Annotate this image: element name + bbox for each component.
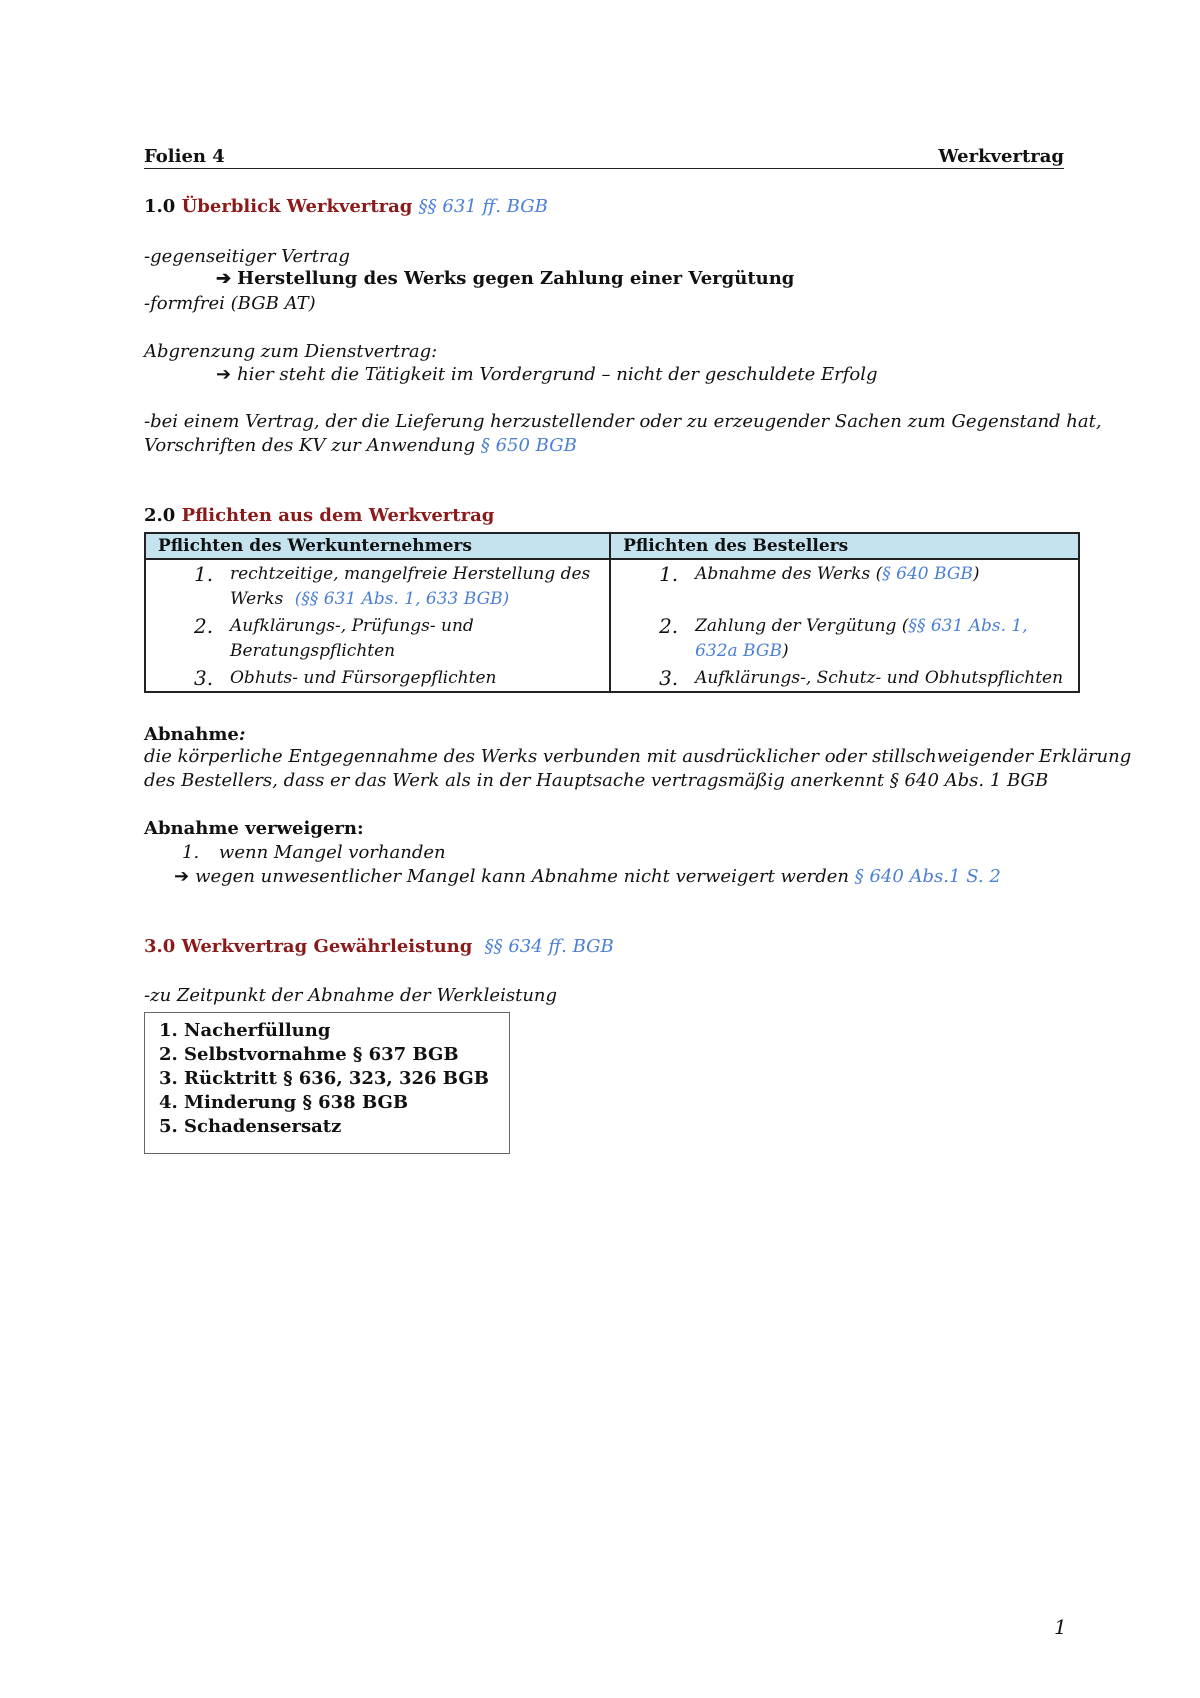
section-3-ref: §§ 634 ff. BGB xyxy=(484,936,614,957)
item-text: wegen unwesentlicher Mangel kann Abnahme nicht verweigert werden xyxy=(195,866,849,887)
table-header-col2: Pflichten des Bestellers xyxy=(610,533,1079,559)
verweigern-item-2 xyxy=(174,866,1001,887)
table-header-row xyxy=(145,533,1079,559)
item-text: Obhuts- und Fürsorgepflichten xyxy=(230,668,497,688)
item-text: rechtzeitige, mangelfreie Herstellung des Werks xyxy=(230,564,591,609)
s1-line-2 xyxy=(216,268,794,289)
list-item: 5. Schadensersatz xyxy=(159,1116,342,1137)
list-item xyxy=(146,614,609,664)
arrow-icon: ➔ xyxy=(216,364,232,385)
list-item xyxy=(611,562,1078,587)
abnahme-verweigern-heading: Abnahme verweigern: xyxy=(144,818,364,839)
list-item: 3. Rücktritt § 636, 323, 326 BGB xyxy=(159,1068,489,1089)
item-text-end: ) xyxy=(972,564,980,584)
s1-line-3: -formfrei (BGB AT) xyxy=(144,293,316,314)
list-item xyxy=(146,562,609,612)
list-item: 4. Minderung § 638 BGB xyxy=(159,1092,409,1113)
table-row xyxy=(145,664,1079,692)
item-ref: § 640 Abs.1 S. 2 xyxy=(854,866,1001,887)
item-ref: § 640 BGB xyxy=(882,564,973,584)
page-number: 1 xyxy=(1054,1615,1067,1639)
s1-line-1: -gegenseitiger Vertrag xyxy=(144,246,350,267)
list-item: 2. Selbstvornahme § 637 BGB xyxy=(159,1044,459,1065)
s1-line-6: -bei einem Vertrag, der die Lieferung herzustellender oder zu erzeugender Sachen zum Gegenstand hat, xyxy=(144,411,1102,432)
item-text: wenn Mangel vorhanden xyxy=(218,842,446,863)
arrow-icon: ➔ xyxy=(174,866,190,887)
duties-table xyxy=(144,532,1080,693)
table-header-col1: Pflichten des Werkunternehmers xyxy=(145,533,610,559)
s3-line-1: -zu Zeitpunkt der Abnahme der Werkleistung xyxy=(144,985,558,1006)
table-cell xyxy=(610,559,1079,612)
section-1-ref: §§ 631 ff. BGB xyxy=(418,196,548,217)
list-item xyxy=(146,666,609,691)
table-cell xyxy=(145,664,610,692)
table-cell xyxy=(610,664,1079,692)
item-number: 1. xyxy=(659,562,679,586)
list-item xyxy=(611,614,1078,664)
item-number: 2. xyxy=(659,614,679,638)
section-1-heading xyxy=(144,196,548,217)
item-number: 3. xyxy=(194,666,214,690)
table-row xyxy=(145,612,1079,664)
abnahme-colon: : xyxy=(238,724,246,745)
header-right: Werkvertrag xyxy=(938,146,1064,167)
page-header xyxy=(144,146,1064,169)
section-1-title: Überblick Werkvertrag xyxy=(181,196,413,217)
s1-line-4: Abgrenzung zum Dienstvertrag: xyxy=(144,341,438,362)
s1-line-5-text: hier steht die Tätigkeit im Vordergrund – nicht der geschuldete Erfolg xyxy=(237,364,878,385)
s1-line-2-text: Herstellung des Werks gegen Zahlung einer Vergütung xyxy=(237,268,795,289)
abnahme-title: Abnahme xyxy=(144,724,239,745)
item-ref: §§ 631 Abs. 1, 632a BGB xyxy=(695,616,1028,661)
section-2-title: Pflichten aus dem Werkvertrag xyxy=(181,505,495,526)
table-row xyxy=(145,559,1079,612)
item-text: Zahlung der Vergütung ( xyxy=(695,616,909,636)
s1-line-7-ref: § 650 BGB xyxy=(480,435,577,456)
item-number: 3. xyxy=(659,666,679,690)
table-cell xyxy=(145,559,610,612)
list-item: 1. Nacherfüllung xyxy=(159,1020,331,1041)
item-number: 1. xyxy=(194,562,214,586)
section-3-title: 3.0 Werkvertrag Gewährleistung xyxy=(144,936,473,957)
item-text: Aufklärungs-, Prüfungs- und Beratungspflichten xyxy=(230,616,474,661)
abnahme-text-2: des Bestellers, dass er das Werk als in der Hauptsache vertragsmäßig anerkennt § 640 Abs. 1 BGB xyxy=(144,770,1049,791)
gewaehrleistung-box xyxy=(144,1012,510,1154)
section-1-number: 1.0 xyxy=(144,196,176,217)
table-cell xyxy=(145,612,610,664)
item-text: Abnahme des Werks ( xyxy=(695,564,883,584)
section-2-number: 2.0 xyxy=(144,505,176,526)
header-left: Folien 4 xyxy=(144,146,225,167)
abnahme-text-1: die körperliche Entgegennahme des Werks verbunden mit ausdrücklicher oder stillschweigender Erklärung xyxy=(144,746,1132,767)
list-item xyxy=(611,666,1078,691)
item-text: Aufklärungs-, Schutz- und Obhutspflichten xyxy=(695,668,1064,688)
s1-line-7-text: Vorschriften des KV zur Anwendung xyxy=(144,435,476,456)
item-ref: (§§ 631 Abs. 1, 633 BGB) xyxy=(294,589,510,609)
section-3-heading xyxy=(144,936,614,957)
s1-line-7 xyxy=(144,435,577,456)
item-text-end: ) xyxy=(781,641,789,661)
section-2-heading xyxy=(144,505,494,526)
verweigern-item-1 xyxy=(182,842,446,863)
item-number: 1. xyxy=(182,842,200,863)
item-number: 2. xyxy=(194,614,214,638)
s1-line-5 xyxy=(216,364,877,385)
abnahme-heading xyxy=(144,724,246,745)
table-cell xyxy=(610,612,1079,664)
arrow-icon: ➔ xyxy=(216,268,232,289)
